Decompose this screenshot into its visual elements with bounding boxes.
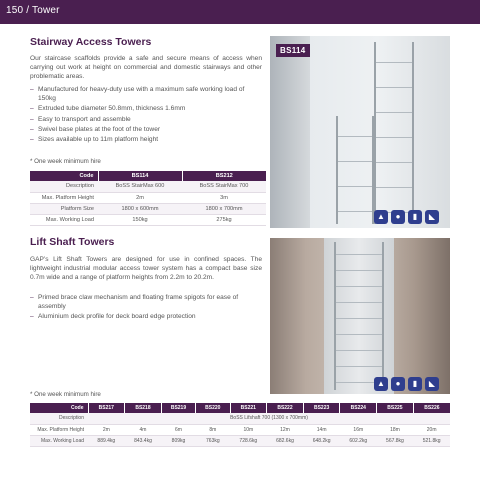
liftshaft-intro: GAP’s Lift Shaft Towers are designed for use in confined spaces. The lightweight industrial modular access tower system has a compact base size 0.7m wide and a range of platform heights from 2.2m to 20.2m.: [30, 256, 262, 281]
table-row: [30, 203, 266, 214]
table-cell: Description: [30, 413, 88, 424]
table-row: [30, 181, 266, 192]
table-cell: Platform Size: [30, 203, 98, 214]
table-header-cell: BS226: [413, 403, 450, 413]
ppe-icon-row: [374, 377, 439, 391]
table-cell: 567.8kg: [377, 435, 414, 446]
table-cell: BoSS StairMax 700: [182, 181, 266, 192]
table-cell: 843.4kg: [125, 435, 162, 446]
table-cell: 1800 x 700mm: [182, 203, 266, 214]
table-cell: 1800 x 600mm: [98, 203, 182, 214]
table-cell: 20m: [413, 424, 450, 435]
table-cell: 889.4kg: [88, 435, 125, 446]
table-cell: 2m: [98, 192, 182, 203]
helmet-icon: ●: [391, 210, 405, 224]
table-header-row: [30, 403, 450, 413]
page-header-title: 150 / Tower: [6, 5, 60, 16]
table-cell: 728.6kg: [230, 435, 267, 446]
table-cell: 14m: [303, 424, 340, 435]
liftshaft-title: Lift Shaft Towers: [30, 236, 115, 248]
table-header-cell: Code: [30, 171, 98, 181]
list-item: – Aluminium deck profile for deck board edge protection: [30, 312, 262, 321]
boot-icon: ◣: [425, 377, 439, 391]
table-header-cell: BS217: [88, 403, 125, 413]
table-cell: BoSS StairMax 600: [98, 181, 182, 192]
table-header-cell: BS222: [267, 403, 304, 413]
table-header-cell: BS225: [377, 403, 414, 413]
stairway-intro: Our staircase scaffolds provide a safe and secure means of access when carrying out work at height on commercial and domestic stairways and other problematic areas.: [30, 55, 262, 80]
table-cell: Max. Platform Height: [30, 192, 98, 203]
table-cell: Max. Working Load: [30, 435, 88, 446]
table-cell: 8m: [196, 424, 230, 435]
liftshaft-hire-note: * One week minimum hire: [30, 391, 101, 398]
table-cell: 4m: [125, 424, 162, 435]
table-cell: BoSS Lifshaft 700 (1300 x 700mm): [88, 413, 450, 424]
table-cell: Max. Working Load: [30, 214, 98, 225]
table-cell: 275kg: [182, 214, 266, 225]
scaffold-stair-section-graphic: [336, 116, 374, 224]
table-cell: 2m: [88, 424, 125, 435]
table-cell: Max. Platform Height: [30, 424, 88, 435]
stairway-title: Stairway Access Towers: [30, 36, 152, 48]
stairway-tower-photo: [270, 36, 450, 228]
helmet-icon: ●: [391, 377, 405, 391]
table-cell: 16m: [340, 424, 377, 435]
table-cell: 10m: [230, 424, 267, 435]
table-cell: 809kg: [161, 435, 195, 446]
stairway-bullet-list: [30, 85, 262, 145]
scaffold-tower-graphic: [374, 42, 414, 224]
table-cell: 763kg: [196, 435, 230, 446]
ppe-icon-row: [374, 210, 439, 224]
table-header-cell: BS114: [98, 171, 182, 181]
table-cell: 6m: [161, 424, 195, 435]
list-item: – Sizes available up to 11m platform height: [30, 135, 262, 144]
hard-hat-icon: ▲: [374, 210, 388, 224]
table-cell: 521.8kg: [413, 435, 450, 446]
table-header-row: [30, 171, 266, 181]
boot-icon: ◣: [425, 210, 439, 224]
table-row: [30, 214, 266, 225]
table-header-cell: BS221: [230, 403, 267, 413]
table-row: [30, 413, 450, 424]
liftshaft-spec-table: [30, 403, 450, 447]
page-header: [0, 0, 480, 24]
scaffold-tower-graphic: [334, 242, 384, 390]
table-cell: 3m: [182, 192, 266, 203]
table-cell: 682.6kg: [267, 435, 304, 446]
table-cell: 602.2kg: [340, 435, 377, 446]
table-cell: Description: [30, 181, 98, 192]
table-cell: 648.2kg: [303, 435, 340, 446]
liftshaft-bullet-list: [30, 293, 262, 323]
stairway-hire-note: * One week minimum hire: [30, 158, 101, 165]
product-code-badge: BS114: [276, 44, 310, 57]
list-item: – Extruded tube diameter 50.8mm, thickness 1.6mm: [30, 104, 262, 113]
stairway-spec-table: [30, 171, 266, 226]
list-item: – Swivel base plates at the foot of the tower: [30, 125, 262, 134]
hard-hat-icon: ▲: [374, 377, 388, 391]
table-header-cell: BS218: [125, 403, 162, 413]
table-header-cell: BS212: [182, 171, 266, 181]
table-cell: 150kg: [98, 214, 182, 225]
table-row: [30, 435, 450, 446]
table-header-cell: Code: [30, 403, 88, 413]
table-header-cell: BS219: [161, 403, 195, 413]
table-row: [30, 424, 450, 435]
table-header-cell: BS224: [340, 403, 377, 413]
table-header-cell: BS220: [196, 403, 230, 413]
list-item: – Manufactured for heavy-duty use with a maximum safe working load of 150kg: [30, 85, 262, 103]
hi-vis-icon: ▮: [408, 210, 422, 224]
photo-wall: [270, 36, 310, 228]
table-header-cell: BS223: [303, 403, 340, 413]
table-cell: 18m: [377, 424, 414, 435]
table-row: [30, 192, 266, 203]
liftshaft-tower-photo: [270, 238, 450, 394]
list-item: – Easy to transport and assemble: [30, 115, 262, 124]
table-cell: 12m: [267, 424, 304, 435]
hi-vis-icon: ▮: [408, 377, 422, 391]
list-item: – Primed brace claw mechanism and floating frame spigots for ease of assembly: [30, 293, 262, 311]
